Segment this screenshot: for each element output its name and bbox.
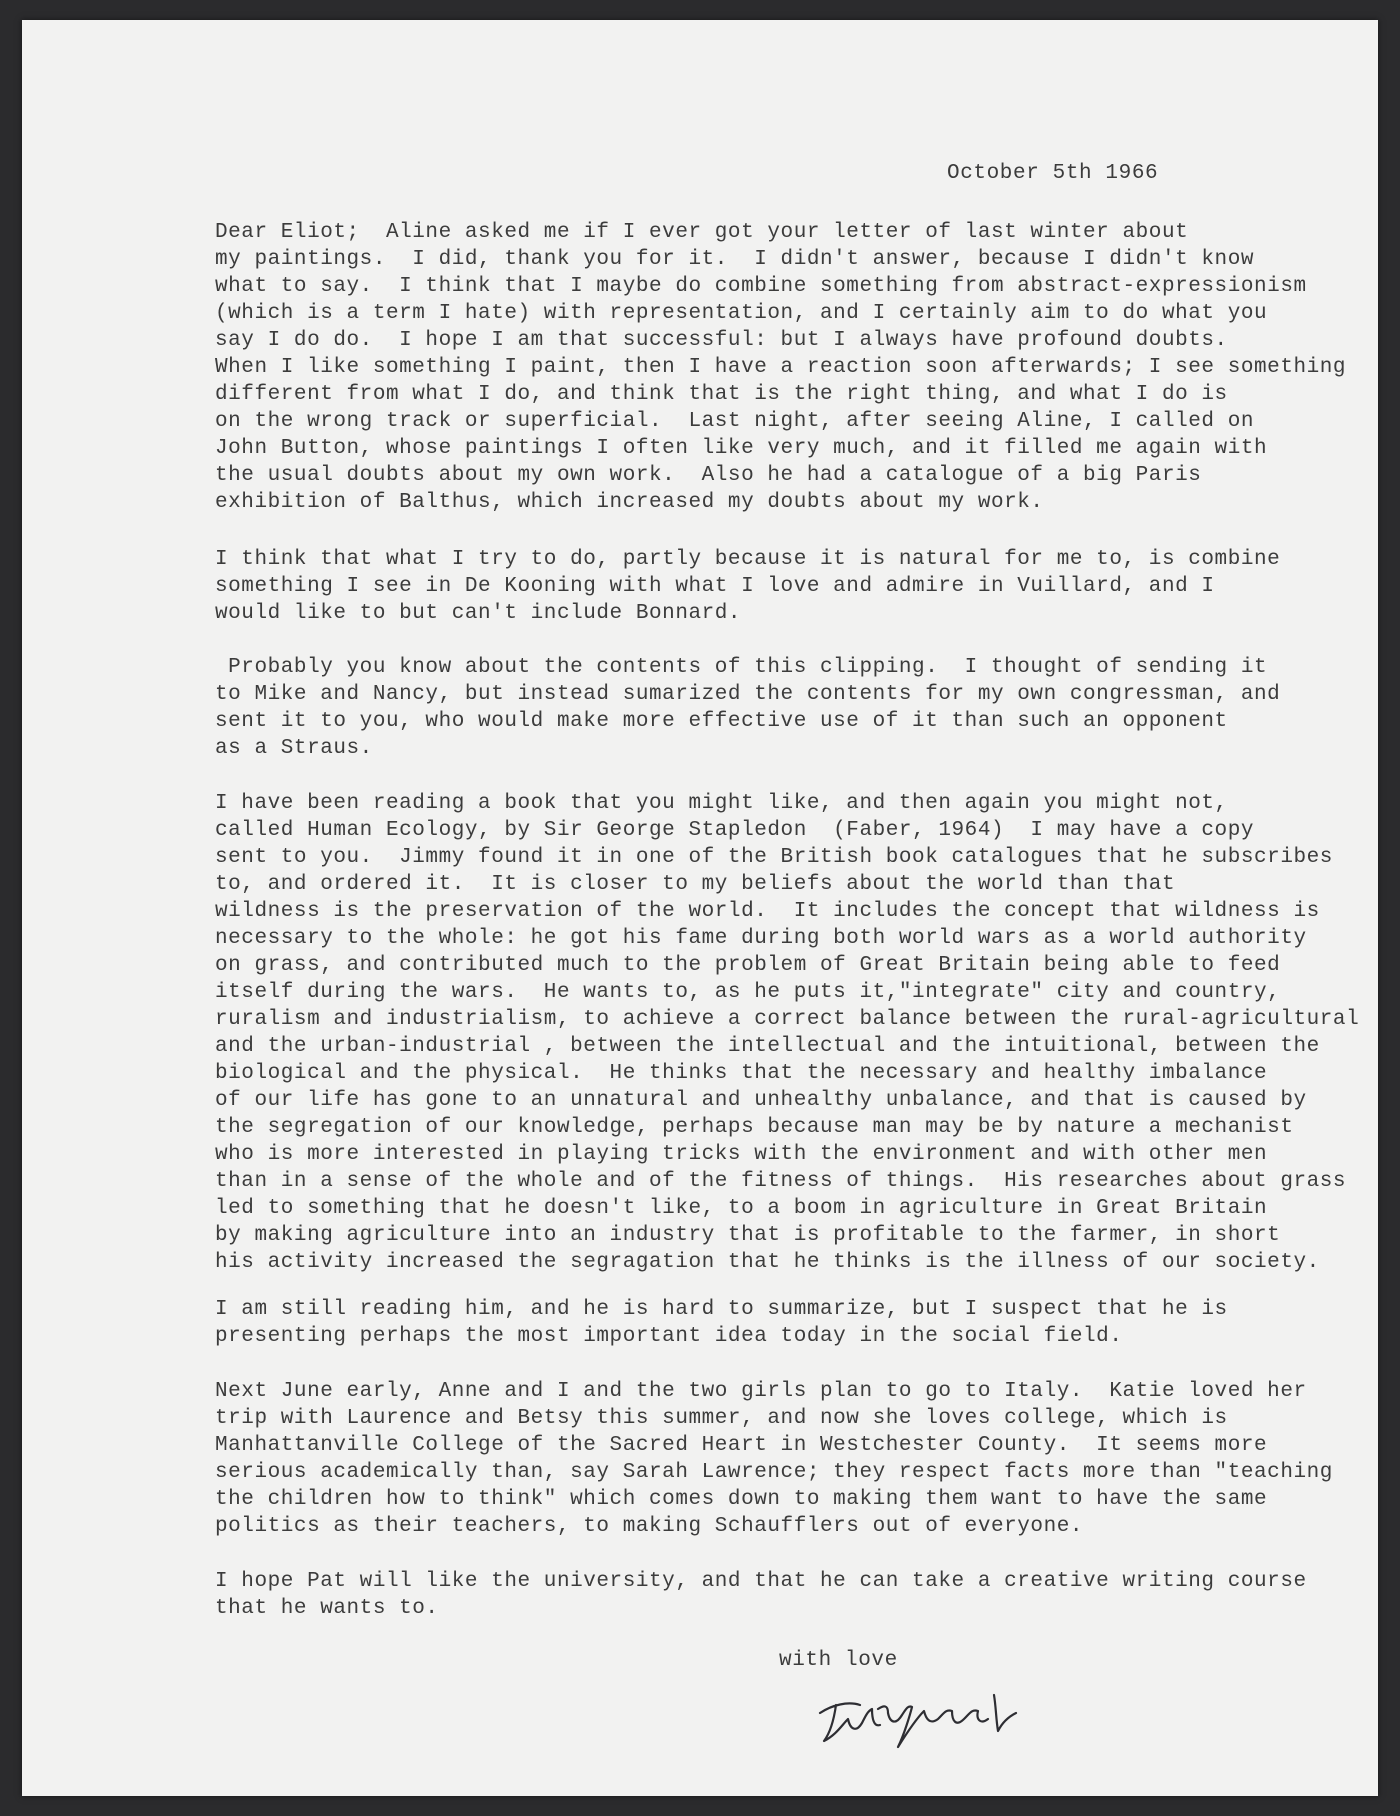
text-line: on the wrong track or superficial. Last night, after seeing Aline, I called on — [215, 410, 1255, 433]
text-line: would like to but can't include Bonnard. — [215, 602, 742, 625]
text-line: Next June early, Anne and I and the two girls plan to go to Italy. Katie loved her — [215, 1380, 1307, 1403]
text-line: trip with Laurence and Betsy this summer, and now she loves college, which is — [215, 1407, 1228, 1430]
text-line: itself during the wars. He wants to, as he puts it,"integrate" city and country, — [215, 981, 1281, 1004]
text-line: John Button, whose paintings I often like very much, and it filled me again with — [215, 437, 1268, 460]
paragraph-2 — [215, 546, 1280, 627]
text-line: of our life has gone to an unnatural and unhealthy unbalance, and that is caused by — [215, 1089, 1307, 1112]
text-line: to Mike and Nancy, but instead sumarized the contents for my own congressman, and — [215, 683, 1281, 706]
text-line: politics as their teachers, to making Schaufflers out of everyone. — [215, 1515, 1084, 1538]
text-line: that he wants to. — [215, 1597, 439, 1620]
text-line: sent it to you, who would make more effective use of it than such an opponent — [215, 710, 1228, 733]
text-line: sent to you. Jimmy found it in one of the British book catalogues that he subscribes — [215, 846, 1333, 869]
text-line: When I like something I paint, then I have a reaction soon afterwards; I see something — [215, 356, 1347, 379]
paragraph-4 — [215, 790, 1359, 1276]
letter-page — [22, 20, 1378, 1796]
text-line: and the urban-industrial , between the intellectual and the intuitional, between the — [215, 1035, 1320, 1058]
text-line: presenting perhaps the most important idea today in the social field. — [215, 1325, 1123, 1348]
paragraph-5 — [215, 1296, 1228, 1350]
text-line: led to something that he doesn't like, to a boom in agriculture in Great Britain — [215, 1197, 1268, 1220]
signature — [812, 1675, 1042, 1750]
text-line: something I see in De Kooning with what I love and admire in Vuillard, and I — [215, 575, 1215, 598]
text-line: I think that what I try to do, partly because it is natural for me to, is combine — [215, 548, 1281, 571]
text-line: than in a sense of the whole and of the fitness of things. His researches about grass — [215, 1170, 1347, 1193]
paragraph-7 — [215, 1568, 1307, 1622]
text-line: my paintings. I did, thank you for it. I didn't answer, because I didn't know — [215, 248, 1255, 271]
text-line: his activity increased the segragation that he thinks is the illness of our society. — [215, 1251, 1320, 1274]
text-line: different from what I do, and think that is the right thing, and what I do is — [215, 383, 1228, 406]
text-line: called Human Ecology, by Sir George Stapledon (Faber, 1964) I may have a copy — [215, 819, 1255, 842]
text-line: by making agriculture into an industry that is profitable to the farmer, in short — [215, 1224, 1281, 1247]
text-line: the segregation of our knowledge, perhaps because man may be by nature a mechanist — [215, 1116, 1294, 1139]
paragraph-1 — [215, 219, 1346, 516]
text-line: wildness is the preservation of the world. It includes the concept that wildness is — [215, 900, 1320, 923]
text-line: necessary to the whole: he got his fame during both world wars as a world authority — [215, 927, 1307, 950]
text-line: Manhattanville College of the Sacred Heart in Westchester County. It seems more — [215, 1434, 1268, 1457]
letter-date: October 5th 1966 — [947, 162, 1159, 185]
text-line: I have been reading a book that you might like, and then again you might not, — [215, 792, 1228, 815]
text-line: exhibition of Balthus, which increased my doubts about my work. — [215, 491, 1044, 514]
text-line: I hope Pat will like the university, and that he can take a creative writing course — [215, 1570, 1307, 1593]
text-line: the children how to think" which comes down to making them want to have the same — [215, 1488, 1268, 1511]
text-line: Probably you know about the contents of this clipping. I thought of sending it — [215, 656, 1268, 679]
text-line: what to say. I think that I maybe do combine something from abstract-expressionism — [215, 275, 1307, 298]
text-line: I am still reading him, and he is hard to summarize, but I suspect that he is — [215, 1298, 1228, 1321]
text-line: to, and ordered it. It is closer to my beliefs about the world than that — [215, 873, 1176, 896]
text-line: who is more interested in playing tricks with the environment and with other men — [215, 1143, 1268, 1166]
text-line: the usual doubts about my own work. Also he had a catalogue of a big Paris — [215, 464, 1202, 487]
text-line: say I do do. I hope I am that successful: but I always have profound doubts. — [215, 329, 1228, 352]
paragraph-6 — [215, 1378, 1333, 1540]
text-line: biological and the physical. He thinks that the necessary and healthy imbalance — [215, 1062, 1268, 1085]
text-line: serious academically than, say Sarah Lawrence; they respect facts more than "teaching — [215, 1461, 1333, 1484]
closing: with love — [779, 1649, 898, 1672]
text-line: on grass, and contributed much to the problem of Great Britain being able to feed — [215, 954, 1281, 977]
paragraph-3 — [215, 654, 1280, 762]
text-line: (which is a term I hate) with representation, and I certainly aim to do what you — [215, 302, 1268, 325]
text-line: Dear Eliot; Aline asked me if I ever got your letter of last winter about — [215, 221, 1189, 244]
text-line: as a Straus. — [215, 737, 373, 760]
text-line: ruralism and industrialism, to achieve a correct balance between the rural-agricultural — [215, 1008, 1360, 1031]
